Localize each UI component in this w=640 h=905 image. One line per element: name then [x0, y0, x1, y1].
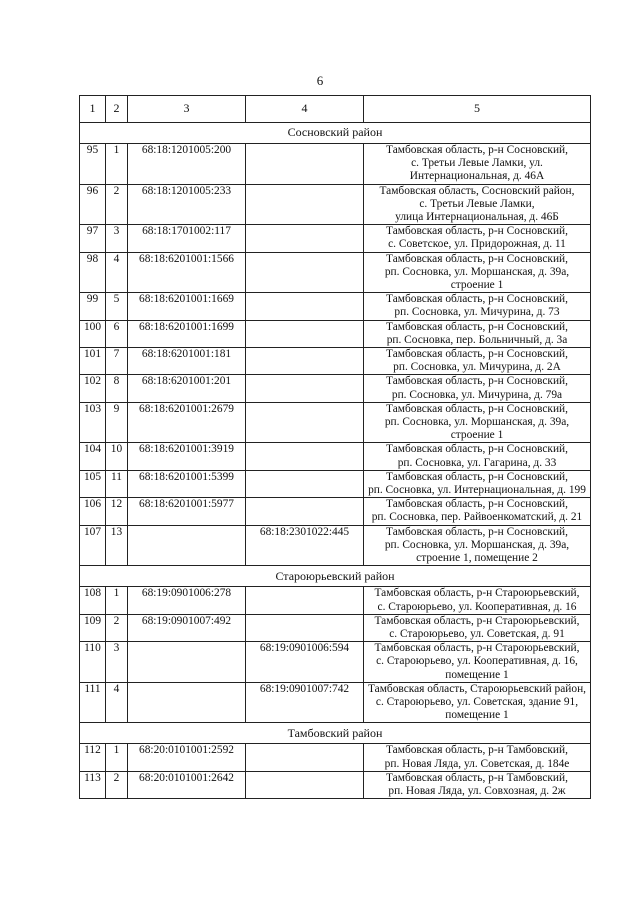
address-line: рп. Сосновка, ул. Моршанская, д. 39а,: [384, 538, 570, 551]
district-row-number: 2: [106, 184, 128, 225]
address-cell: [364, 144, 591, 185]
address-line: Тамбовская область, р-н Сосновский,: [386, 443, 568, 456]
row-number: 100: [80, 320, 106, 347]
building-cadastral-number: 68:19:0901006:594: [246, 642, 364, 683]
parcel-cadastral-number: 68:18:6201001:201: [128, 375, 246, 402]
address-cell: [364, 348, 591, 375]
district-title: Тамбовский район: [80, 723, 591, 744]
table-row: [80, 642, 591, 683]
address-line: рп. Новая Ляда, ул. Советская, д. 184е: [384, 757, 570, 770]
district-row-number: 5: [106, 293, 128, 320]
address-line: Тамбовская область, р-н Староюрьевский,: [374, 587, 580, 600]
address-line: строение 1: [450, 429, 504, 442]
address-cell: [364, 320, 591, 347]
address-cell: [364, 744, 591, 771]
address-cell: [364, 402, 591, 443]
table-row: [80, 225, 591, 252]
parcel-cadastral-number: 68:18:1201005:200: [128, 144, 246, 185]
building-cadastral-number: [246, 402, 364, 443]
address-line: строение 1, помещение 2: [416, 552, 538, 565]
table-row: [80, 744, 591, 771]
header-row: [80, 96, 591, 123]
header-cell-3: 3: [128, 96, 246, 123]
parcel-cadastral-number: 68:18:6201001:2679: [128, 402, 246, 443]
address-line: Тамбовская область, р-н Сосновский,: [386, 293, 568, 306]
header-cell-2: 2: [106, 96, 128, 123]
address-line: с. Третьи Левые Ламки,: [419, 197, 535, 210]
parcel-cadastral-number: [128, 642, 246, 683]
table-row: [80, 443, 591, 470]
address-line: рп. Сосновка, ул. Мичурина, д. 2А: [393, 361, 561, 374]
parcel-cadastral-number: [128, 682, 246, 723]
row-number: 107: [80, 525, 106, 566]
address-line: рп. Сосновка, ул. Моршанская, д. 39а,: [384, 265, 570, 278]
district-row-number: 1: [106, 587, 128, 614]
district-row-number: 8: [106, 375, 128, 402]
address-line: Тамбовская область, р-н Староюрьевский,: [374, 614, 580, 627]
district-title: Староюрьевский район: [80, 566, 591, 587]
address-cell: [364, 184, 591, 225]
address-line: рп. Сосновка, ул. Мичурина, д. 73: [394, 306, 560, 319]
address-line: Тамбовская область, Сосновский район,: [379, 184, 575, 197]
district-row-number: 1: [106, 144, 128, 185]
district-row-number: 2: [106, 771, 128, 798]
address-line: Тамбовская область, р-н Сосновский,: [386, 470, 568, 483]
table-row: [80, 184, 591, 225]
parcel-cadastral-number: 68:18:6201001:5399: [128, 470, 246, 497]
table-row: [80, 402, 591, 443]
parcel-cadastral-number: 68:20:0101001:2642: [128, 771, 246, 798]
address-line: Тамбовская область, р-н Сосновский,: [386, 252, 568, 265]
table-row: [80, 252, 591, 293]
row-number: 105: [80, 470, 106, 497]
address-cell: [364, 293, 591, 320]
row-number: 106: [80, 498, 106, 525]
address-cell: [364, 614, 591, 641]
district-row-number: 6: [106, 320, 128, 347]
row-number: 113: [80, 771, 106, 798]
building-cadastral-number: 68:18:2301022:445: [246, 525, 364, 566]
district-row-number: 4: [106, 682, 128, 723]
address-line: с. Староюрьево, ул. Кооперативная, д. 16,: [376, 655, 578, 668]
building-cadastral-number: [246, 348, 364, 375]
building-cadastral-number: [246, 587, 364, 614]
address-line: Тамбовская область, р-н Сосновский,: [386, 225, 568, 238]
table-row: [80, 614, 591, 641]
table-row: [80, 375, 591, 402]
address-line: рп. Новая Ляда, ул. Совхозная, д. 2ж: [388, 784, 566, 797]
parcel-cadastral-number: 68:19:0901007:492: [128, 614, 246, 641]
table-row: [80, 587, 591, 614]
address-line: с. Староюрьево, ул. Кооперативная, д. 16: [377, 600, 577, 613]
address-line: Тамбовская область, р-н Сосновский,: [386, 498, 568, 511]
registry-table-body: [80, 96, 591, 799]
building-cadastral-number: [246, 375, 364, 402]
address-cell: [364, 252, 591, 293]
parcel-cadastral-number: 68:18:1201005:233: [128, 184, 246, 225]
address-line: с. Староюрьево, ул. Советская, здание 91,: [375, 695, 579, 708]
header-cell-4: 4: [246, 96, 364, 123]
parcel-cadastral-number: 68:18:1701002:117: [128, 225, 246, 252]
district-row-number: 1: [106, 744, 128, 771]
table-row: [80, 144, 591, 185]
parcel-cadastral-number: [128, 525, 246, 566]
address-line: с. Староюрьево, ул. Советская, д. 91: [389, 627, 565, 640]
building-cadastral-number: [246, 443, 364, 470]
address-line: с. Третьи Левые Ламки, ул.: [411, 157, 543, 170]
parcel-cadastral-number: 68:19:0901006:278: [128, 587, 246, 614]
building-cadastral-number: [246, 144, 364, 185]
header-cell-5: 5: [364, 96, 591, 123]
district-row-number: 12: [106, 498, 128, 525]
building-cadastral-number: [246, 498, 364, 525]
address-cell: [364, 642, 591, 683]
table-row: [80, 320, 591, 347]
district-row-number: 3: [106, 225, 128, 252]
address-line: Тамбовская область, р-н Сосновский,: [386, 525, 568, 538]
district-row-number: 7: [106, 348, 128, 375]
address-line: помещение 1: [445, 709, 509, 722]
table-row: [80, 293, 591, 320]
district-header-row: [80, 723, 591, 744]
parcel-cadastral-number: 68:18:6201001:1699: [128, 320, 246, 347]
building-cadastral-number: [246, 225, 364, 252]
registry-table: [79, 95, 591, 799]
district-row-number: 13: [106, 525, 128, 566]
address-line: помещение 1: [445, 668, 509, 681]
building-cadastral-number: [246, 614, 364, 641]
district-row-number: 2: [106, 614, 128, 641]
address-cell: [364, 771, 591, 798]
row-number: 101: [80, 348, 106, 375]
address-cell: [364, 682, 591, 723]
table-row: [80, 348, 591, 375]
building-cadastral-number: 68:19:0901007:742: [246, 682, 364, 723]
address-line: рп. Сосновка, ул. Мичурина, д. 79а: [391, 388, 563, 401]
row-number: 102: [80, 375, 106, 402]
address-line: рп. Сосновка, ул. Интернациональная, д. 199: [368, 484, 586, 497]
address-cell: [364, 525, 591, 566]
building-cadastral-number: [246, 470, 364, 497]
address-line: Тамбовская область, Староюрьевский район,: [367, 682, 587, 695]
parcel-cadastral-number: 68:18:6201001:1669: [128, 293, 246, 320]
table-row: [80, 682, 591, 723]
parcel-cadastral-number: 68:18:6201001:5977: [128, 498, 246, 525]
address-line: рп. Сосновка, ул. Гагарина, д. 33: [397, 456, 557, 469]
table-row: [80, 771, 591, 798]
district-row-number: 11: [106, 470, 128, 497]
parcel-cadastral-number: 68:18:6201001:1566: [128, 252, 246, 293]
row-number: 97: [80, 225, 106, 252]
district-header-row: [80, 123, 591, 144]
address-line: с. Советское, ул. Придорожная, д. 11: [388, 238, 566, 251]
row-number: 109: [80, 614, 106, 641]
address-cell: [364, 498, 591, 525]
table-row: [80, 470, 591, 497]
address-cell: [364, 375, 591, 402]
district-row-number: 9: [106, 402, 128, 443]
page-number: 6: [316, 73, 324, 88]
row-number: 99: [80, 293, 106, 320]
address-line: Тамбовская область, р-н Тамбовский,: [386, 771, 568, 784]
row-number: 98: [80, 252, 106, 293]
address-line: Тамбовская область, р-н Сосновский,: [386, 320, 568, 333]
address-line: Тамбовская область, р-н Тамбовский,: [386, 744, 568, 757]
parcel-cadastral-number: 68:18:6201001:3919: [128, 443, 246, 470]
address-cell: [364, 443, 591, 470]
address-line: Интернациональная, д. 46А: [409, 170, 545, 183]
district-header-row: [80, 566, 591, 587]
building-cadastral-number: [246, 744, 364, 771]
district-row-number: 3: [106, 642, 128, 683]
address-cell: [364, 587, 591, 614]
building-cadastral-number: [246, 320, 364, 347]
address-line: Тамбовская область, р-н Сосновский,: [386, 402, 568, 415]
row-number: 111: [80, 682, 106, 723]
row-number: 95: [80, 144, 106, 185]
address-line: строение 1: [450, 279, 504, 292]
row-number: 108: [80, 587, 106, 614]
address-line: Тамбовская область, р-н Сосновский,: [386, 375, 568, 388]
district-title: Сосновский район: [80, 123, 591, 144]
table-row: [80, 498, 591, 525]
building-cadastral-number: [246, 184, 364, 225]
address-cell: [364, 225, 591, 252]
address-line: Тамбовская область, р-н Сосновский,: [386, 144, 568, 156]
parcel-cadastral-number: 68:18:6201001:181: [128, 348, 246, 375]
address-line: рп. Сосновка, пер. Райвоенкоматский, д. 21: [371, 511, 583, 524]
district-row-number: 10: [106, 443, 128, 470]
building-cadastral-number: [246, 293, 364, 320]
district-row-number: 4: [106, 252, 128, 293]
address-cell: [364, 470, 591, 497]
table-row: [80, 525, 591, 566]
building-cadastral-number: [246, 252, 364, 293]
address-line: рп. Сосновка, пер. Больничный, д. 3а: [386, 333, 568, 346]
row-number: 110: [80, 642, 106, 683]
row-number: 103: [80, 402, 106, 443]
row-number: 112: [80, 744, 106, 771]
row-number: 96: [80, 184, 106, 225]
header-cell-1: 1: [80, 96, 106, 123]
row-number: 104: [80, 443, 106, 470]
parcel-cadastral-number: 68:20:0101001:2592: [128, 744, 246, 771]
address-line: Тамбовская область, р-н Сосновский,: [386, 348, 568, 361]
address-line: улица Интернациональная, д. 46Б: [395, 211, 559, 224]
address-line: Тамбовская область, р-н Староюрьевский,: [374, 642, 580, 655]
address-line: рп. Сосновка, ул. Моршанская, д. 39а,: [384, 416, 570, 429]
building-cadastral-number: [246, 771, 364, 798]
